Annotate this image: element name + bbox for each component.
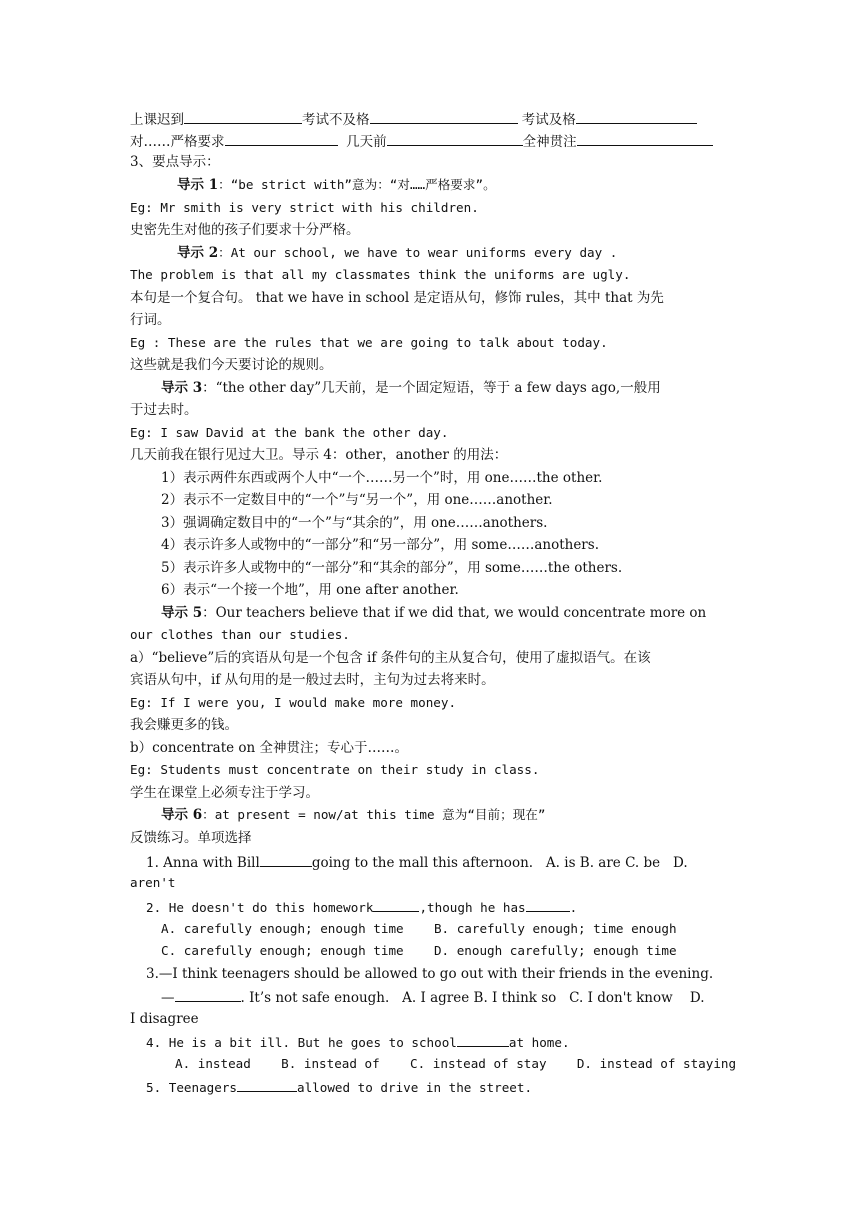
fill-label-pass: 考试及格: [521, 112, 576, 128]
fill-row-1: [130, 109, 697, 129]
question-4: [146, 1032, 570, 1052]
list-item: 6）表示“一个接一个地”，用 one after another.: [161, 582, 459, 598]
guide-line: 宾语从句中，if 从句用的是一般过去时，主句为过去将来时。: [130, 672, 495, 688]
answer-blank[interactable]: [526, 897, 570, 912]
guide-line: a）“believe”后的宾语从句是一个包含 if 条件句的主从复合句，使用了虚拟语气。在该: [130, 650, 651, 666]
guide-5: [161, 604, 706, 622]
list-item: 2）表示不一定数目中的“一个”与“另一个”，用 one……another.: [161, 492, 553, 508]
translation: 史密先生对他的孩子们要求十分严格。: [130, 222, 360, 238]
fill-blank[interactable]: [370, 109, 518, 124]
question-text: —: [161, 990, 175, 1006]
example-sentence: Eg: If I were you, I would make more money.: [130, 695, 457, 710]
question-2: [146, 897, 577, 917]
translation: 我会赚更多的钱。: [130, 717, 238, 733]
guide-1: [177, 176, 496, 194]
question-options: going to the mall this afternoon. A. is B. are C. be D.: [311, 855, 688, 871]
guide-line: 本句是一个复合句。 that we have in school 是定语从句，修饰 rules，其中 that 为先: [130, 290, 664, 306]
guide-line: b）concentrate on 全神贯注；专心于……。: [130, 740, 409, 756]
example-sentence: Eg: Mr smith is very strict with his children.: [130, 200, 479, 215]
question-text: at home.: [508, 1035, 570, 1050]
guide-label: 导示 5: [161, 605, 203, 621]
guide-label: 导示 1: [177, 177, 219, 193]
question-3: 3.—I think teenagers should be allowed to go out with their friends in the evening.: [146, 966, 714, 982]
question-text: 4. He is a bit ill. But he goes to school: [146, 1035, 457, 1050]
guide-line: our clothes than our studies.: [130, 627, 350, 642]
guide-text: ：“the other day”几天前，是一个固定短语，等于 a few days ago,一般用: [202, 380, 661, 396]
list-item: 4）表示许多人或物中的“一部分”和“另一部分”，用 some……anothers.: [161, 537, 599, 553]
guide-line: The problem is that all my classmates think the uniforms are ugly.: [130, 267, 631, 282]
section-heading: 3、要点导示：: [130, 154, 220, 170]
answer-blank[interactable]: [260, 852, 312, 867]
guide-label: 导示 6: [161, 807, 203, 823]
fill-label-late: 上课迟到: [130, 112, 184, 128]
question-5: [146, 1077, 532, 1097]
question-text: ,though he has: [419, 900, 526, 915]
question-continuation: I disagree: [130, 1011, 199, 1027]
fill-row-2: [130, 131, 713, 151]
translation: 学生在课堂上必须专注于学习。: [130, 785, 319, 801]
answer-blank[interactable]: [175, 987, 241, 1002]
question-continuation: aren't: [130, 875, 176, 890]
fill-blank[interactable]: [387, 131, 523, 146]
answer-blank[interactable]: [237, 1077, 297, 1092]
question-text: 5. Teenagers: [146, 1080, 237, 1095]
example-sentence: Eg : These are the rules that we are going to talk about today.: [130, 335, 608, 350]
question-1: [146, 852, 688, 872]
question-text: 1. Anna with Bill: [146, 855, 260, 871]
fill-label-days-ago: 几天前: [346, 134, 387, 150]
fill-blank[interactable]: [225, 131, 338, 146]
list-item: 3）强调确定数目中的“一个”与“其余的”，用 one……anothers.: [161, 515, 548, 531]
question-3-response: [161, 987, 704, 1007]
question-text: allowed to drive in the street.: [297, 1080, 533, 1095]
list-item: 1）表示两件东西或两个人中“一个……另一个”时，用 one……the other.: [161, 470, 603, 486]
guide-text: ：Our teachers believe that if we did that, we would concentrate more on: [202, 605, 707, 621]
translation: 几天前我在银行见过大卫。导示 4：other，another 的用法：: [130, 447, 508, 463]
fill-blank[interactable]: [184, 109, 302, 124]
question-text: .: [569, 900, 578, 915]
fill-blank[interactable]: [576, 109, 697, 124]
example-sentence: Eg: I saw David at the bank the other day.: [130, 425, 449, 440]
guide-label: 导示 2: [177, 245, 219, 261]
guide-text: ：At our school, we have to wear uniforms every day .: [218, 245, 618, 260]
question-options: C. carefully enough; enough time D. enough carefully; enough time: [161, 943, 677, 958]
guide-label: 导示 3: [161, 380, 203, 396]
question-options: A. instead B. instead of C. instead of stay D. instead of staying: [175, 1056, 737, 1071]
guide-text: ：“be strict with”意为：“对……严格要求”。: [218, 177, 496, 192]
question-text: 2. He doesn't do this homework: [146, 900, 374, 915]
guide-line: 行词。: [130, 312, 171, 328]
answer-blank[interactable]: [457, 1032, 509, 1047]
fill-label-strict: 对……严格要求: [130, 134, 225, 150]
practice-heading: 反馈练习。单项选择: [130, 830, 252, 846]
list-item: 5）表示许多人或物中的“一部分”和“其余的部分”，用 some……the others.: [161, 560, 623, 576]
question-options: . It’s not safe enough. A. I agree B. I think so C. I don't know D.: [240, 990, 705, 1006]
fill-label-concentrate: 全神贯注: [522, 134, 577, 150]
answer-blank[interactable]: [373, 897, 419, 912]
fill-label-fail: 考试不及格: [302, 112, 370, 128]
guide-6: [161, 806, 545, 824]
question-options: A. carefully enough; enough time B. carefully enough; time enough: [161, 921, 677, 936]
guide-line: 于过去时。: [130, 402, 198, 418]
guide-2: [177, 244, 617, 262]
example-sentence: Eg: Students must concentrate on their study in class.: [130, 762, 540, 777]
guide-text: ：at present = now/at this time 意为“目前；现在”: [202, 807, 546, 822]
translation: 这些就是我们今天要讨论的规则。: [130, 357, 333, 373]
guide-3: [161, 379, 661, 397]
fill-blank[interactable]: [577, 131, 713, 146]
